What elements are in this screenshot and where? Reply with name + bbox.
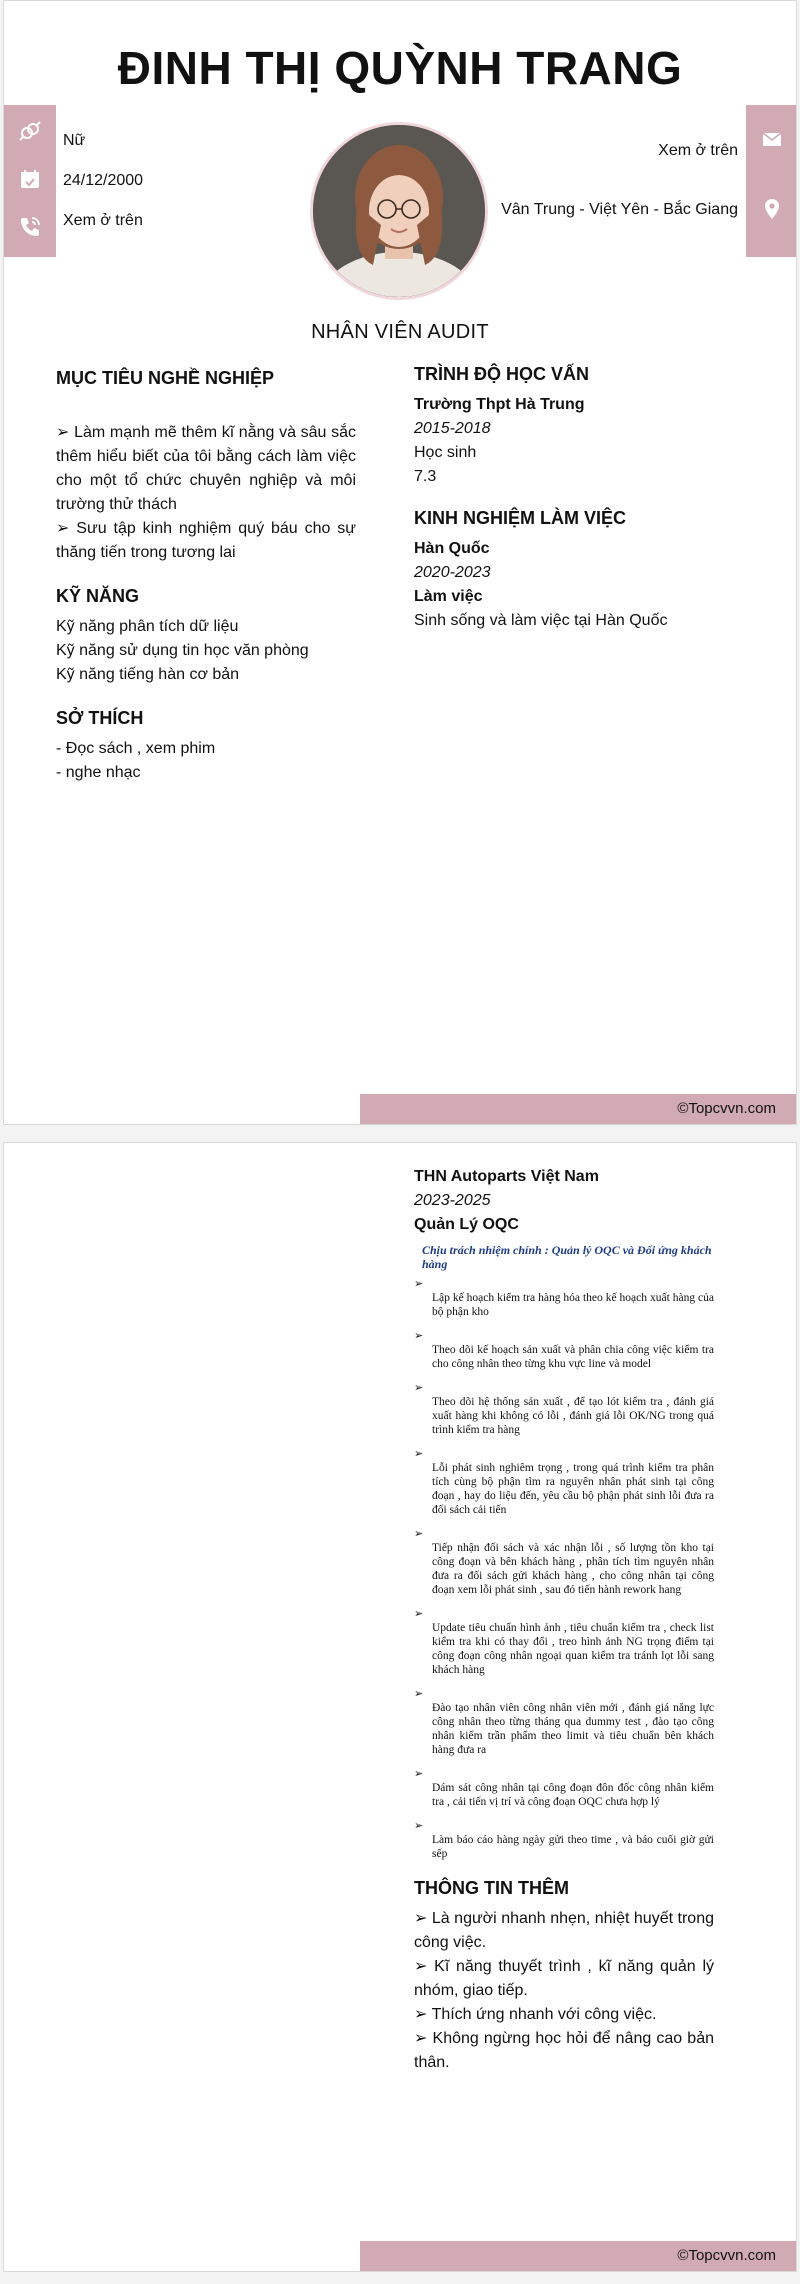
left-info-strip bbox=[4, 105, 56, 257]
duty-bullet: ➢ bbox=[414, 1277, 424, 1290]
hobbies-title: SỞ THÍCH bbox=[56, 708, 144, 728]
experience-title: KINH NGHIỆM LÀM VIỆC bbox=[414, 508, 627, 528]
gender-icon bbox=[18, 119, 42, 143]
duty-item: Theo dõi hệ thống sản xuất , để tạo lót kiểm tra , đánh giá xuất hàng khi không có lỗi , đánh giá lỗi OK/NG trong quá trình kiểm tra hàng bbox=[432, 1396, 714, 1436]
duty-bullet: ➢ bbox=[414, 1527, 424, 1540]
experience-continued bbox=[414, 1165, 714, 2075]
skills-section bbox=[56, 585, 356, 687]
duty-item: Tiếp nhận đối sách và xác nhận lỗi , số lượng tồn kho tại công đoạn và bên khách hàng , phân tích tìm nguyên nhân đưa ra đối sách gửi khách hàng , cho công nhân tại công đoạn xem lỗi phát sinh , sau đó tiến hành rework hang bbox=[432, 1542, 714, 1596]
duty-bullet: ➢ bbox=[414, 1687, 424, 1700]
skill-item: Kỹ năng phân tích dữ liệu bbox=[56, 618, 239, 635]
extra-info-section bbox=[414, 1877, 714, 2075]
right-info-strip bbox=[746, 105, 796, 257]
job-company: Hàn Quốc bbox=[414, 540, 490, 557]
skills-title: KỸ NĂNG bbox=[56, 586, 140, 606]
extra-info-line: ➢ Kĩ năng thuyết trình , kĩ năng quản lý nhóm, giao tiếp. bbox=[414, 1958, 714, 1999]
school-name: Trường Thpt Hà Trung bbox=[414, 396, 585, 413]
location-icon bbox=[760, 197, 784, 221]
gender-value: Nữ bbox=[63, 132, 86, 149]
education-period: 2015-2018 bbox=[414, 420, 491, 437]
extra-info-line: ➢ Không ngừng học hỏi để nâng cao bản thân. bbox=[414, 2030, 714, 2071]
objective-section bbox=[56, 367, 356, 565]
phone-icon bbox=[18, 215, 42, 239]
extra-info-line: ➢ Thích ứng nhanh với công việc. bbox=[414, 2006, 657, 2023]
duties-title: Chịu trách nhiệm chính : Quản lý OQC và Đối ứng khách hàng bbox=[422, 1243, 712, 1271]
duty-bullet: ➢ bbox=[414, 1819, 424, 1832]
education-title: TRÌNH ĐỘ HỌC VẤN bbox=[414, 364, 589, 384]
job-description: Sinh sống và làm việc tại Hàn Quốc bbox=[414, 612, 668, 629]
candidate-name: ĐINH THỊ QUỲNH TRANG bbox=[117, 42, 683, 94]
education-score: 7.3 bbox=[414, 468, 437, 485]
left-column bbox=[56, 367, 356, 785]
duty-item: Làm báo cáo hàng ngày gửi theo time , và báo cuối giờ gửi sếp bbox=[432, 1834, 714, 1860]
objective-title: MỤC TIÊU NGHỀ NGHIỆP bbox=[56, 368, 275, 388]
duty-bullet: ➢ bbox=[414, 1381, 424, 1394]
job-title: NHÂN VIÊN AUDIT bbox=[311, 321, 489, 343]
cv-page-1 bbox=[3, 0, 797, 1125]
phone-value: Xem ở trên bbox=[63, 212, 143, 229]
duty-item: Lập kế hoạch kiểm tra hàng hóa theo kế hoạch xuất hàng của bộ phận kho bbox=[432, 1292, 714, 1318]
job-position: Làm việc bbox=[414, 588, 483, 605]
skill-item: Kỹ năng tiếng hàn cơ bản bbox=[56, 666, 240, 683]
duty-item: Lỗi phát sinh nghiêm trọng , trong quá trình kiểm tra phân tích cùng bộ phận tìm ra nguyên nhân phát sinh tại công đoạn , hay do liệu đến, yêu cầu bộ phận phát sinh lỗi đưa ra đối sách cải tiến bbox=[432, 1462, 714, 1516]
extra-info-title: THÔNG TIN THÊM bbox=[414, 1878, 569, 1898]
job-period: 2023-2025 bbox=[414, 1192, 491, 1209]
profile-photo bbox=[310, 122, 488, 300]
hobbies-section bbox=[56, 707, 356, 785]
right-column bbox=[414, 363, 714, 633]
skill-item: Kỹ năng sử dụng tin học văn phòng bbox=[56, 642, 309, 659]
objective-line: ➢ Sưu tập kinh nghiệm quý báu cho sự thăng tiến trong tương lai bbox=[56, 520, 356, 561]
birthdate-value: 24/12/2000 bbox=[63, 172, 144, 189]
education-section bbox=[414, 363, 714, 489]
hobby-item: - nghe nhạc bbox=[56, 764, 141, 781]
job-company: THN Autoparts Việt Nam bbox=[414, 1168, 599, 1185]
duty-item: Đào tạo nhân viên công nhân viên mới , đánh giá năng lực công nhân theo từng tháng qua dummy test , đào tạo công nhân kiểm trần phẩm theo limit và tiêu chuẩn bên khách hàng đưa ra bbox=[432, 1702, 714, 1756]
education-role: Học sinh bbox=[414, 444, 477, 461]
email-value: Xem ở trên bbox=[658, 142, 738, 159]
address-value: Vân Trung - Việt Yên - Bắc Giang bbox=[501, 201, 738, 218]
job-period: 2020-2023 bbox=[414, 564, 491, 581]
footer-banner: ©Topcvvn.com bbox=[360, 1094, 796, 1124]
extra-info-line: ➢ Là người nhanh nhẹn, nhiệt huyết trong công việc. bbox=[414, 1910, 714, 1951]
hobby-item: - Đọc sách , xem phim bbox=[56, 740, 216, 757]
footer-banner: ©Topcvvn.com bbox=[360, 2241, 796, 2271]
duty-bullet: ➢ bbox=[414, 1767, 424, 1780]
duty-item: Theo dõi kế hoạch sản xuất và phân chia công việc kiểm tra cho công nhân theo từng khu vực line và model bbox=[432, 1344, 714, 1370]
duty-item: Dám sát công nhân tại công đoạn đôn đốc công nhân kiểm tra , cải tiến vị trí và công đoạn OQC chưa hợp lý bbox=[432, 1782, 714, 1808]
cv-page-2 bbox=[3, 1142, 797, 2272]
calendar-icon bbox=[18, 167, 42, 191]
duty-list bbox=[414, 1277, 714, 1861]
duty-bullet: ➢ bbox=[414, 1329, 424, 1342]
objective-line: ➢ Làm mạnh mẽ thêm kĩ nằng và sâu sắc thêm hiểu biết của tôi bằng cách làm việc cho một tổ chức chuyên nghiệp và môi trường thử thách bbox=[56, 424, 356, 513]
duty-bullet: ➢ bbox=[414, 1447, 424, 1460]
duty-item: Update tiêu chuẩn hình ảnh , tiêu chuẩn kiểm tra , check list kiểm tra khi có thay đổi , treo hình ảnh NG trọng điểm tại công đoạn công nhân ngoại quan kiểm tra tránh lọt lỗi sang khách hàng bbox=[432, 1622, 714, 1676]
job-position: Quản Lý OQC bbox=[414, 1216, 519, 1233]
experience-section bbox=[414, 507, 714, 633]
duty-bullet: ➢ bbox=[414, 1607, 424, 1620]
mail-icon bbox=[760, 127, 784, 151]
